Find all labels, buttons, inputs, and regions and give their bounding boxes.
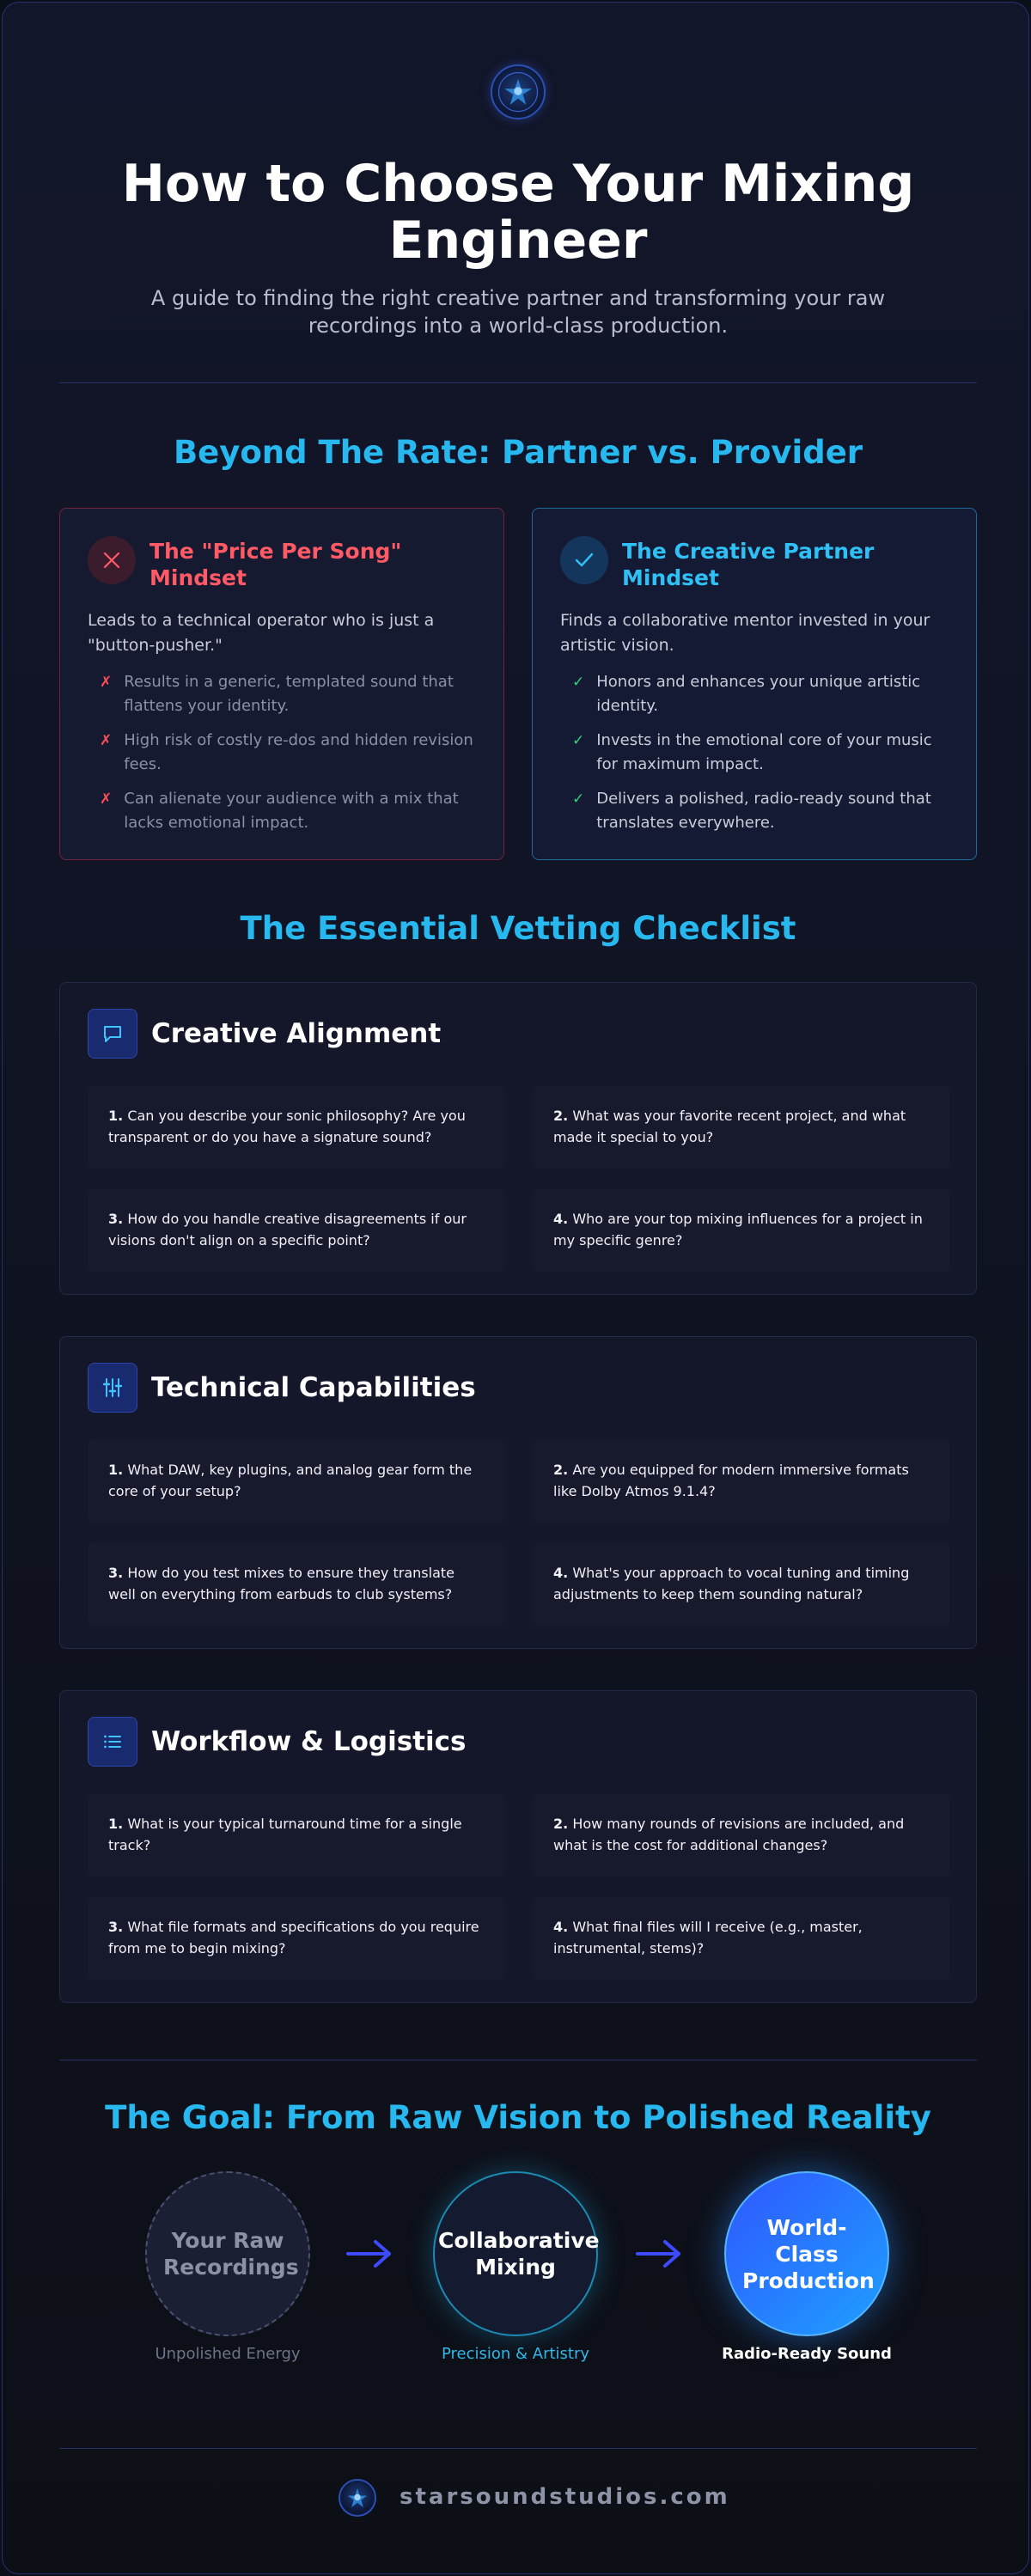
star-logo-icon: [492, 66, 544, 118]
checklist-technical-capabilities: [59, 1336, 977, 1649]
card-title: The Creative Partner Mindset: [622, 539, 875, 590]
cross-mark-icon: ✗: [100, 674, 113, 691]
section-title: Creative Alignment: [151, 1018, 442, 1049]
page-subtitle: A guide to finding the right creative partner and transforming your raw recordings into a world-class production.: [150, 286, 886, 338]
comparison-heading: Beyond The Rate: Partner vs. Provider: [173, 434, 863, 471]
list-icon: [88, 1717, 137, 1767]
page-title: How to Choose Your Mixing Engineer: [121, 154, 915, 271]
divider: [59, 382, 977, 383]
step-world-class-production: World-Class Production: [724, 2171, 889, 2336]
check-icon: [560, 536, 608, 584]
question-item: 4. Who are your top mixing influences for a project in my specific genre?: [533, 1189, 950, 1272]
list-item: ✗ Results in a generic, templated sound that flattens your identity.: [88, 670, 476, 718]
question-item: 3. What file formats and specifications do you require from me to begin mixing?: [88, 1897, 505, 1980]
question-item: 1. What is your typical turnaround time for a single track?: [88, 1794, 505, 1877]
check-mark-icon: ✓: [572, 674, 585, 691]
card-title: The "Price Per Song" Mindset: [149, 539, 402, 590]
question-item: 1. What DAW, key plugins, and analog gear form the core of your setup?: [88, 1440, 505, 1523]
arrow-right-icon: [636, 2237, 684, 2271]
card-lead: Finds a collaborative mentor invested in your artistic vision.: [560, 611, 930, 655]
list-item: ✓ Honors and enhances your unique artistic identity.: [560, 670, 949, 718]
checklist-heading: The Essential Vetting Checklist: [240, 910, 796, 947]
chat-icon: [88, 1009, 137, 1059]
cross-mark-icon: ✗: [100, 732, 113, 749]
arrow-right-icon: [346, 2237, 394, 2271]
question-item: 2. What was your favorite recent project, and what made it special to you?: [533, 1086, 950, 1169]
check-mark-icon: ✓: [572, 791, 585, 808]
card-lead: Leads to a technical operator who is just a "button-pusher.": [88, 611, 435, 655]
question-item: 1. Can you describe your sonic philosophy? Are you transparent or do you have a signature sound?: [88, 1086, 505, 1169]
check-mark-icon: ✓: [572, 732, 585, 749]
section-title: Workflow & Logistics: [151, 1726, 467, 1757]
divider: [59, 2448, 977, 2449]
list-item: ✓ Invests in the emotional core of your music for maximum impact.: [560, 729, 949, 777]
cross-mark-icon: ✗: [100, 791, 113, 808]
checklist-workflow-logistics: [59, 1690, 977, 2003]
studio-logo: [491, 64, 546, 119]
question-item: 3. How do you test mixes to ensure they translate well on everything from earbuds to club systems?: [88, 1543, 505, 1626]
question-item: 4. What final files will I receive (e.g., master, instrumental, stems)?: [533, 1897, 950, 1980]
question-item: 2. How many rounds of revisions are included, and what is the cost for additional changes?: [533, 1794, 950, 1877]
question-item: 2. Are you equipped for modern immersive formats like Dolby Atmos 9.1.4?: [533, 1440, 950, 1523]
footer-website-link[interactable]: starsoundstudios.com: [400, 2484, 730, 2510]
footer-logo: [339, 2479, 376, 2517]
step-collaborative-mixing: Collaborative Mixing: [433, 2171, 598, 2336]
creative-partner-card: [532, 508, 977, 860]
step-caption: Precision & Artistry: [441, 2345, 590, 2363]
x-icon: [88, 536, 136, 584]
infographic-page: [2, 2, 1029, 2574]
question-item: 3. How do you handle creative disagreements if our visions don't align on a specific point?: [88, 1189, 505, 1272]
step-raw-recordings: Your Raw Recordings: [145, 2171, 310, 2336]
sliders-icon: [88, 1363, 137, 1413]
list-item: ✗ Can alienate your audience with a mix that lacks emotional impact.: [88, 787, 476, 835]
star-logo-icon: [340, 2481, 375, 2515]
question-item: 4. What's your approach to vocal tuning and timing adjustments to keep them sounding natural?: [533, 1543, 950, 1626]
price-per-song-card: [59, 508, 504, 860]
step-caption: Radio-Ready Sound: [722, 2345, 892, 2363]
step-caption: Unpolished Energy: [155, 2345, 301, 2363]
checklist-creative-alignment: [59, 982, 977, 1295]
list-item: ✗ High risk of costly re-dos and hidden revision fees.: [88, 729, 476, 777]
section-title: Technical Capabilities: [151, 1372, 476, 1403]
goal-heading: The Goal: From Raw Vision to Polished Reality: [105, 2099, 931, 2136]
list-item: ✓ Delivers a polished, radio-ready sound that translates everywhere.: [560, 787, 949, 835]
